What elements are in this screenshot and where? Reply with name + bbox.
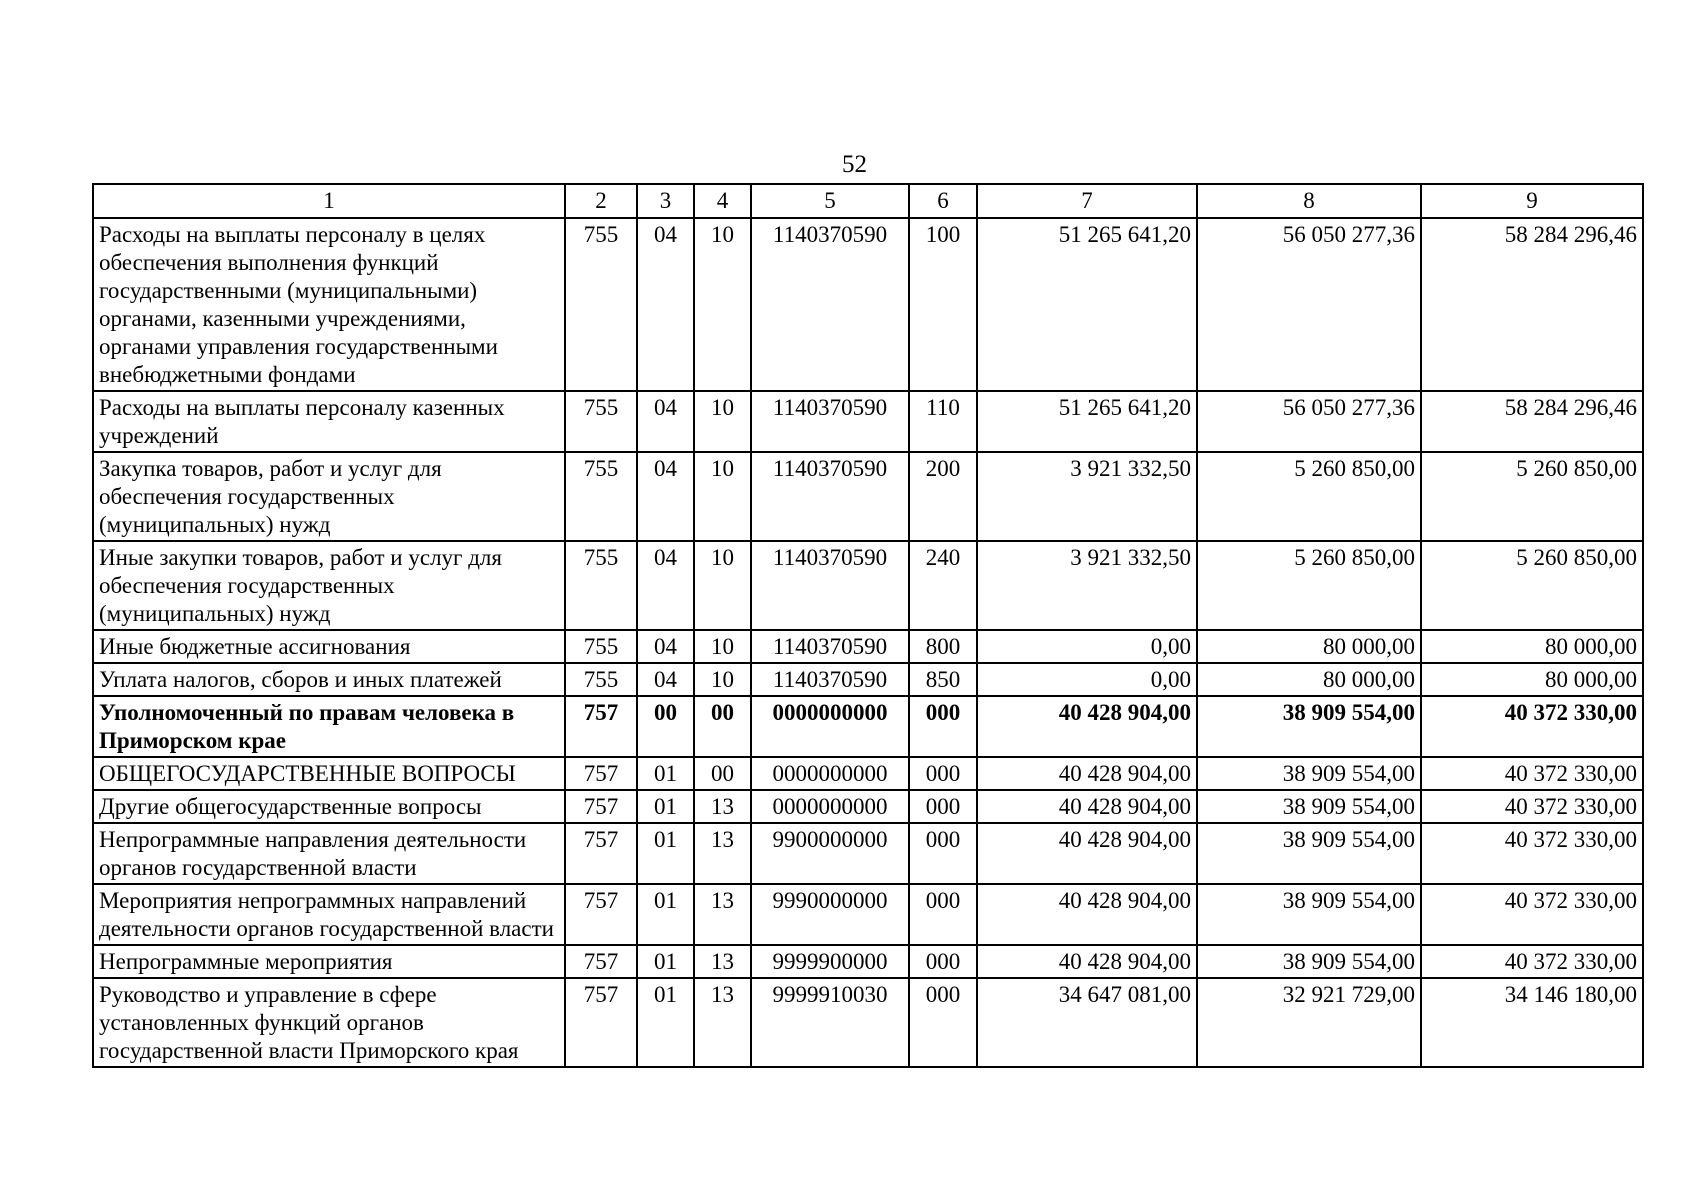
expense-type-code: 000 bbox=[909, 884, 977, 945]
amount-col-8: 32 921 729,00 bbox=[1197, 978, 1421, 1067]
amount-col-7: 34 647 081,00 bbox=[977, 978, 1197, 1067]
page-number: 52 bbox=[842, 151, 867, 178]
subsection-code: 13 bbox=[694, 823, 751, 884]
amount-col-8: 38 909 554,00 bbox=[1197, 757, 1421, 790]
header-cell: 4 bbox=[694, 184, 751, 218]
subsection-code: 13 bbox=[694, 790, 751, 823]
subsection-code: 10 bbox=[694, 663, 751, 696]
header-cell: 3 bbox=[637, 184, 694, 218]
subsection-code: 10 bbox=[694, 391, 751, 452]
amount-col-8: 80 000,00 bbox=[1197, 630, 1421, 663]
table-row bbox=[93, 978, 1643, 1067]
section-code: 01 bbox=[637, 823, 694, 884]
section-code: 04 bbox=[637, 630, 694, 663]
expense-type-code: 000 bbox=[909, 757, 977, 790]
amount-col-9: 40 372 330,00 bbox=[1421, 757, 1643, 790]
subsection-code: 10 bbox=[694, 218, 751, 391]
admin-code: 757 bbox=[565, 945, 637, 978]
amount-col-8: 38 909 554,00 bbox=[1197, 884, 1421, 945]
admin-code: 757 bbox=[565, 757, 637, 790]
section-code: 04 bbox=[637, 391, 694, 452]
admin-code: 755 bbox=[565, 218, 637, 391]
row-name: Иные закупки товаров, работ и услуг для обеспечения государственных (муниципальных) нужд bbox=[93, 541, 565, 630]
amount-col-9: 40 372 330,00 bbox=[1421, 884, 1643, 945]
admin-code: 757 bbox=[565, 696, 637, 757]
header-cell: 6 bbox=[909, 184, 977, 218]
amount-col-7: 0,00 bbox=[977, 663, 1197, 696]
amount-col-7: 40 428 904,00 bbox=[977, 790, 1197, 823]
target-article-code: 1140370590 bbox=[751, 391, 909, 452]
admin-code: 755 bbox=[565, 452, 637, 541]
amount-col-7: 40 428 904,00 bbox=[977, 884, 1197, 945]
target-article-code: 9999910030 bbox=[751, 978, 909, 1067]
target-article-code: 0000000000 bbox=[751, 696, 909, 757]
table-row bbox=[93, 663, 1643, 696]
amount-col-7: 0,00 bbox=[977, 630, 1197, 663]
expense-type-code: 000 bbox=[909, 945, 977, 978]
section-code: 01 bbox=[637, 757, 694, 790]
amount-col-9: 34 146 180,00 bbox=[1421, 978, 1643, 1067]
expense-type-code: 000 bbox=[909, 696, 977, 757]
row-name: Руководство и управление в сфере установленных функций органов государственной власти Приморского края bbox=[93, 978, 565, 1067]
row-name: Уплата налогов, сборов и иных платежей bbox=[93, 663, 565, 696]
header-cell: 8 bbox=[1197, 184, 1421, 218]
amount-col-8: 5 260 850,00 bbox=[1197, 452, 1421, 541]
target-article-code: 1140370590 bbox=[751, 630, 909, 663]
table-row bbox=[93, 945, 1643, 978]
section-code: 01 bbox=[637, 945, 694, 978]
amount-col-7: 3 921 332,50 bbox=[977, 541, 1197, 630]
admin-code: 755 bbox=[565, 630, 637, 663]
table-row bbox=[93, 790, 1643, 823]
expense-type-code: 110 bbox=[909, 391, 977, 452]
row-name: Иные бюджетные ассигнования bbox=[93, 630, 565, 663]
admin-code: 755 bbox=[565, 541, 637, 630]
target-article-code: 1140370590 bbox=[751, 663, 909, 696]
amount-col-8: 38 909 554,00 bbox=[1197, 790, 1421, 823]
target-article-code: 9900000000 bbox=[751, 823, 909, 884]
row-name: Непрограммные направления деятельности органов государственной власти bbox=[93, 823, 565, 884]
table-row bbox=[93, 823, 1643, 884]
section-code: 04 bbox=[637, 452, 694, 541]
section-code: 00 bbox=[637, 696, 694, 757]
admin-code: 755 bbox=[565, 391, 637, 452]
table-row bbox=[93, 218, 1643, 391]
subsection-code: 00 bbox=[694, 696, 751, 757]
table-row bbox=[93, 884, 1643, 945]
amount-col-8: 80 000,00 bbox=[1197, 663, 1421, 696]
table-body bbox=[93, 218, 1643, 1067]
table-row bbox=[93, 696, 1643, 757]
row-name: Мероприятия непрограммных направлений деятельности органов государственной власти bbox=[93, 884, 565, 945]
header-cell: 9 bbox=[1421, 184, 1643, 218]
table-row bbox=[93, 757, 1643, 790]
header-row bbox=[93, 184, 1643, 218]
amount-col-9: 40 372 330,00 bbox=[1421, 823, 1643, 884]
subsection-code: 13 bbox=[694, 884, 751, 945]
amount-col-9: 5 260 850,00 bbox=[1421, 541, 1643, 630]
section-code: 01 bbox=[637, 790, 694, 823]
amount-col-9: 80 000,00 bbox=[1421, 663, 1643, 696]
subsection-code: 13 bbox=[694, 945, 751, 978]
admin-code: 757 bbox=[565, 884, 637, 945]
header-cell: 1 bbox=[93, 184, 565, 218]
table-row bbox=[93, 391, 1643, 452]
amount-col-8: 56 050 277,36 bbox=[1197, 391, 1421, 452]
amount-col-9: 5 260 850,00 bbox=[1421, 452, 1643, 541]
target-article-code: 1140370590 bbox=[751, 541, 909, 630]
table-row bbox=[93, 630, 1643, 663]
amount-col-7: 51 265 641,20 bbox=[977, 218, 1197, 391]
admin-code: 757 bbox=[565, 823, 637, 884]
subsection-code: 13 bbox=[694, 978, 751, 1067]
header-cell: 2 bbox=[565, 184, 637, 218]
section-code: 04 bbox=[637, 663, 694, 696]
subsection-code: 00 bbox=[694, 757, 751, 790]
expense-type-code: 850 bbox=[909, 663, 977, 696]
amount-col-7: 40 428 904,00 bbox=[977, 696, 1197, 757]
amount-col-8: 38 909 554,00 bbox=[1197, 945, 1421, 978]
expense-type-code: 100 bbox=[909, 218, 977, 391]
target-article-code: 1140370590 bbox=[751, 218, 909, 391]
amount-col-8: 38 909 554,00 bbox=[1197, 696, 1421, 757]
row-name: Непрограммные мероприятия bbox=[93, 945, 565, 978]
amount-col-9: 80 000,00 bbox=[1421, 630, 1643, 663]
amount-col-7: 51 265 641,20 bbox=[977, 391, 1197, 452]
amount-col-9: 40 372 330,00 bbox=[1421, 790, 1643, 823]
subsection-code: 10 bbox=[694, 630, 751, 663]
target-article-code: 9999900000 bbox=[751, 945, 909, 978]
amount-col-9: 40 372 330,00 bbox=[1421, 945, 1643, 978]
row-name: Другие общегосударственные вопросы bbox=[93, 790, 565, 823]
expense-type-code: 000 bbox=[909, 823, 977, 884]
row-name: ОБЩЕГОСУДАРСТВЕННЫЕ ВОПРОСЫ bbox=[93, 757, 565, 790]
admin-code: 757 bbox=[565, 978, 637, 1067]
amount-col-9: 58 284 296,46 bbox=[1421, 218, 1643, 391]
target-article-code: 1140370590 bbox=[751, 452, 909, 541]
section-code: 01 bbox=[637, 884, 694, 945]
expense-type-code: 240 bbox=[909, 541, 977, 630]
amount-col-8: 56 050 277,36 bbox=[1197, 218, 1421, 391]
amount-col-7: 40 428 904,00 bbox=[977, 757, 1197, 790]
section-code: 01 bbox=[637, 978, 694, 1067]
row-name: Закупка товаров, работ и услуг для обеспечения государственных (муниципальных) нужд bbox=[93, 452, 565, 541]
section-code: 04 bbox=[637, 541, 694, 630]
target-article-code: 0000000000 bbox=[751, 757, 909, 790]
amount-col-7: 3 921 332,50 bbox=[977, 452, 1197, 541]
subsection-code: 10 bbox=[694, 452, 751, 541]
expense-type-code: 000 bbox=[909, 790, 977, 823]
table-row bbox=[93, 452, 1643, 541]
expense-type-code: 000 bbox=[909, 978, 977, 1067]
row-name: Расходы на выплаты персоналу в целях обеспечения выполнения функций государственными (муниципальными) органами, казенными учреждениями, органами управления государственными внебюджетными фондами bbox=[93, 218, 565, 391]
amount-col-8: 38 909 554,00 bbox=[1197, 823, 1421, 884]
header-cell: 5 bbox=[751, 184, 909, 218]
amount-col-8: 5 260 850,00 bbox=[1197, 541, 1421, 630]
amount-col-9: 40 372 330,00 bbox=[1421, 696, 1643, 757]
header-cell: 7 bbox=[977, 184, 1197, 218]
amount-col-9: 58 284 296,46 bbox=[1421, 391, 1643, 452]
expense-type-code: 200 bbox=[909, 452, 977, 541]
section-code: 04 bbox=[637, 218, 694, 391]
target-article-code: 0000000000 bbox=[751, 790, 909, 823]
target-article-code: 9990000000 bbox=[751, 884, 909, 945]
row-name: Расходы на выплаты персоналу казенных учреждений bbox=[93, 391, 565, 452]
row-name: Уполномоченный по правам человека в Приморском крае bbox=[93, 696, 565, 757]
admin-code: 757 bbox=[565, 790, 637, 823]
amount-col-7: 40 428 904,00 bbox=[977, 945, 1197, 978]
subsection-code: 10 bbox=[694, 541, 751, 630]
expense-type-code: 800 bbox=[909, 630, 977, 663]
table-row bbox=[93, 541, 1643, 630]
amount-col-7: 40 428 904,00 bbox=[977, 823, 1197, 884]
budget-table bbox=[92, 183, 1644, 1068]
admin-code: 755 bbox=[565, 663, 637, 696]
